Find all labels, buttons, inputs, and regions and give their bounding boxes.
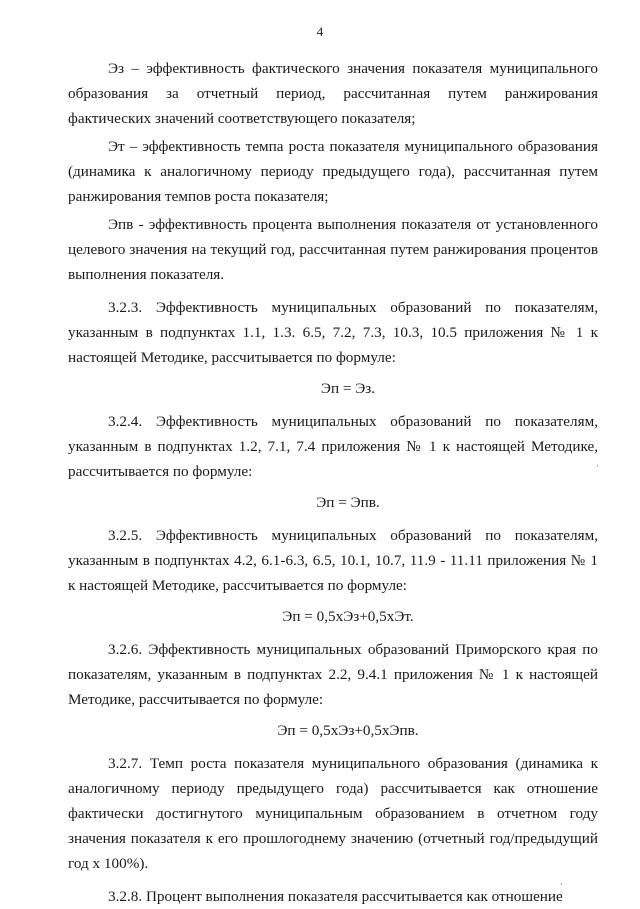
definition-et: Эт – эффективность темпа роста показателя муниципального образования (динамика к аналогичному периоду предыдущего года), рассчитанная путем ранжирования темпов роста показателя; — [68, 138, 598, 205]
page-body — [68, 56, 598, 909]
formula-3-2-4: Эп = Эпв. — [316, 494, 380, 511]
clause-3-2-7: 3.2.7. Темп роста показателя муниципального образования (динамика к аналогичному периоду предыдущего года) рассчитывается как отношение фактически достигнутого муниципальным образованием в отчетном году значения показателя к его прошлогоднему значению (отчетный год/предыдущий год х 100%). — [68, 755, 598, 872]
scan-speck-mark: ˎ — [560, 875, 563, 885]
scan-speck-mark: · — [596, 461, 599, 471]
formula-3-2-5: Эп = 0,5хЭз+0,5хЭт. — [282, 608, 414, 625]
clause-3-2-5: 3.2.5. Эффективность муниципальных образований по показателям, указанным в подпунктах 4.2, 6.1-6.3, 6.5, 10.1, 10.7, 11.9 - 11.11 приложения № 1 к настоящей Методике, рассчитывается по формуле: — [68, 527, 598, 594]
definition-epv: Эпв - эффективность процента выполнения показателя от установленного целевого значения на текущий год, рассчитанная путем ранжирования процентов выполнения показателя. — [68, 216, 598, 283]
formula-3-2-3: Эп = Эз. — [320, 380, 376, 397]
clause-3-2-8: 3.2.8. Процент выполнения показателя рассчитывается как отношение — [108, 888, 563, 905]
definition-ez: Эз – эффективность фактического значения показателя муниципального образования за отчетный период, рассчитанная путем ранжирования фактических значений соответствующего показателя; — [68, 60, 598, 127]
clause-3-2-4: 3.2.4. Эффективность муниципальных образований по показателям, указанным в подпунктах 1.2, 7.1, 7.4 приложения № 1 к настоящей Методике, рассчитывается по формуле: — [68, 413, 598, 480]
clause-3-2-6: 3.2.6. Эффективность муниципальных образований Приморского края по показателям, указанным в подпунктах 2.2, 9.4.1 приложения № 1 к настоящей Методике, рассчитывается по формуле: — [68, 641, 598, 708]
formula-3-2-6: Эп = 0,5хЭз+0,5хЭпв. — [277, 722, 419, 739]
clause-3-2-3: 3.2.3. Эффективность муниципальных образований по показателям, указанным в подпунктах 1.1, 1.3. 6.5, 7.2, 7.3, 10.3, 10.5 приложения № 1 к настоящей Методике, рассчитывается по формуле: — [68, 299, 598, 366]
page-number: 4 — [316, 24, 324, 39]
